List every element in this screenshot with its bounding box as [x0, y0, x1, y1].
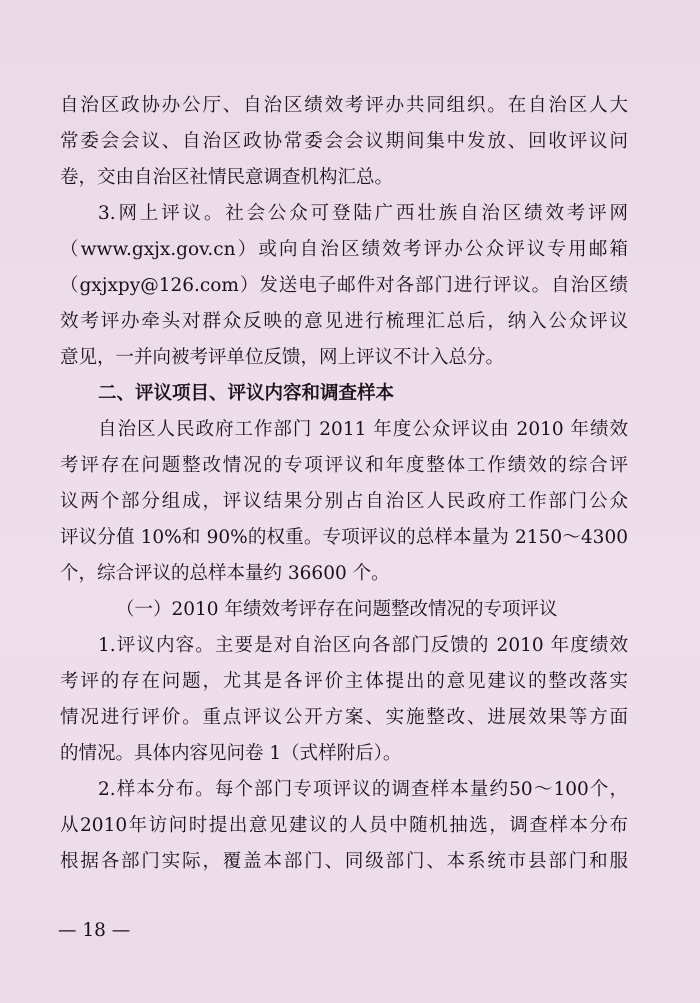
text-line: 自治区人民政府工作部门 2011 年度公众评议由 2010 年绩效 [98, 419, 628, 440]
text-line: 意见，一并向被考评单位反馈，网上评议不计入总分。 [60, 347, 505, 368]
text-line: （www.gxjx.gov.cn）或向自治区绩效考评办公众评议专用邮箱 [60, 239, 628, 260]
document-body [60, 88, 628, 880]
text-line: 自治区政协办公厅、自治区绩效考评办共同组织。在自治区人大 [60, 95, 628, 116]
text-line: 评议分值 10%和 90%的权重。专项评议的总样本量为 2150～4300 [60, 527, 628, 548]
text-line: 个，综合评议的总样本量约 36600 个。 [60, 563, 390, 584]
text-line: 考评的存在问题，尤其是各评价主体提出的意见建议的整改落实 [60, 671, 628, 692]
text-line: 卷，交由自治区社情民意调查机构汇总。 [60, 167, 394, 188]
text-line: 根据各部门实际，覆盖本部门、同级部门、本系统市县部门和服 [60, 851, 628, 872]
page-number: — 18 — [58, 920, 131, 941]
text-line: 常委会会议、自治区政协常委会会议期间集中发放、回收评议问 [60, 131, 628, 152]
text-line: 2.样本分布。每个部门专项评议的调查样本量约50～100个， [98, 779, 628, 800]
text-line: 3.网上评议。社会公众可登陆广西壮族自治区绩效考评网 [98, 203, 628, 224]
text-line: 1.评议内容。主要是对自治区向各部门反馈的 2010 年度绩效 [98, 635, 628, 656]
text-line: 议两个部分组成，评议结果分别占自治区人民政府工作部门公众 [60, 491, 628, 512]
text-line: 的情况。具体内容见问卷 1（式样附后）。 [60, 743, 402, 764]
text-line: （gxjxpy@126.com）发送电子邮件对各部门进行评议。自治区绩 [60, 275, 628, 296]
text-line: 考评存在问题整改情况的专项评议和年度整体工作绩效的综合评 [60, 455, 628, 476]
text-line: 从2010年访问时提出意见建议的人员中随机抽选，调查样本分布 [60, 815, 628, 836]
text-line: 效考评办牵头对群众反映的意见进行梳理汇总后，纳入公众评议 [60, 311, 628, 332]
text-line: 情况进行评价。重点评议公开方案、实施整改、进展效果等方面 [60, 707, 628, 728]
subsection-heading: （一）2010 年绩效考评存在问题整改情况的专项评议 [116, 599, 558, 620]
section-heading: 二、评议项目、评议内容和调查样本 [98, 383, 395, 404]
